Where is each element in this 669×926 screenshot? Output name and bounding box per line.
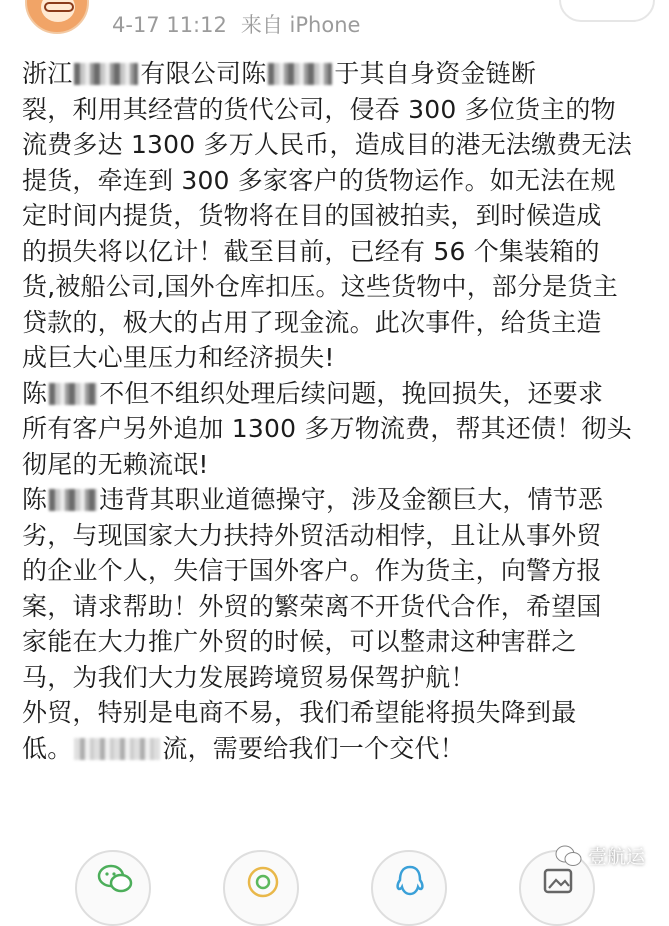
text-line: 彻尾的无赖流氓! [22,449,209,479]
text-fragment: 陈 [22,378,48,408]
moments-icon [245,864,281,900]
avatar-glasses [44,2,74,12]
post-timestamp: 4-17 11:12 [112,13,227,37]
text-fragment: 陈 [22,485,48,514]
share-wechat-button[interactable] [75,850,151,926]
text-line: 马，为我们大力发展跨境贸易保驾护航！ [22,662,476,692]
post-header [0,0,669,46]
text-fragment: 流，需要给我们一个交代！ [162,733,465,763]
post-meta [112,9,360,39]
redaction-mosaic [74,738,160,760]
text-line [22,56,654,92]
text-fragment: 有限公司陈 [140,59,267,88]
text-fragment: 违背其职业道德操守，涉及金额巨大，情节恶 [99,485,604,514]
redaction-mosaic [49,383,97,405]
redaction-mosaic [49,489,97,511]
avatar[interactable] [25,0,89,34]
text-line: 贷款的，极大的占用了现金流。此次事件，给货主造 [22,307,602,337]
post-body [22,56,654,766]
text-fragment: 浙江 [22,59,73,88]
share-qq-button[interactable] [371,850,447,926]
text-line: 所有客户另外追加 1300 多万物流费，帮其还债！彻头 [22,414,632,443]
text-line: 提货，牵连到 300 多家客户的货物运作。如无法在规 [22,165,616,195]
text-fragment: 低。 [22,733,73,763]
text-line: 案，请求帮助！外贸的繁荣离不开货代合作，希望国 [22,591,602,621]
redaction-mosaic [268,63,332,85]
redaction-mosaic [74,63,138,85]
text-line: 的企业个人，失信于国外客户。作为货主，向警方报 [22,556,602,585]
text-line [22,731,654,767]
text-fragment: 不但不组织处理后续问题，挽回损失，还要求 [99,378,604,408]
text-line: 家能在大力推广外贸的时候，可以整肃这种害群之 [22,627,577,656]
text-line: 外贸，特别是电商不易，我们希望能将损失降到最 [22,698,577,727]
share-moments-button[interactable] [223,850,299,926]
more-button[interactable] [559,0,655,22]
text-line: 劣，与现国家大力扶持外贸活动相悖，且让从事外贸 [22,520,602,550]
text-line: 定时间内提货，货物将在目的国被拍卖，到时候造成 [22,201,602,230]
text-line: 流费多达 1300 多万人民币，造成目的港无法缴费无法 [22,130,632,159]
text-fragment: 于其自身资金链断 [334,59,537,88]
text-line: 货,被船公司,国外仓库扣压。这些货物中，部分是货主 [22,272,618,301]
text-line: 成巨大心里压力和经济损失! [22,343,335,372]
watermark-text: 壹航运 [587,846,645,868]
text-line [22,376,654,412]
wechat-icon [97,864,133,894]
wechat-icon [554,844,582,868]
qq-icon [393,864,427,900]
text-line [22,482,654,518]
post-source: 来自 iPhone [240,13,361,37]
text-line: 裂，利用其经营的货代公司，侵吞 300 多位货主的物 [22,94,616,124]
text-line: 的损失将以亿计！截至目前，已经有 56 个集装箱的 [22,236,600,266]
watermark [554,842,645,882]
